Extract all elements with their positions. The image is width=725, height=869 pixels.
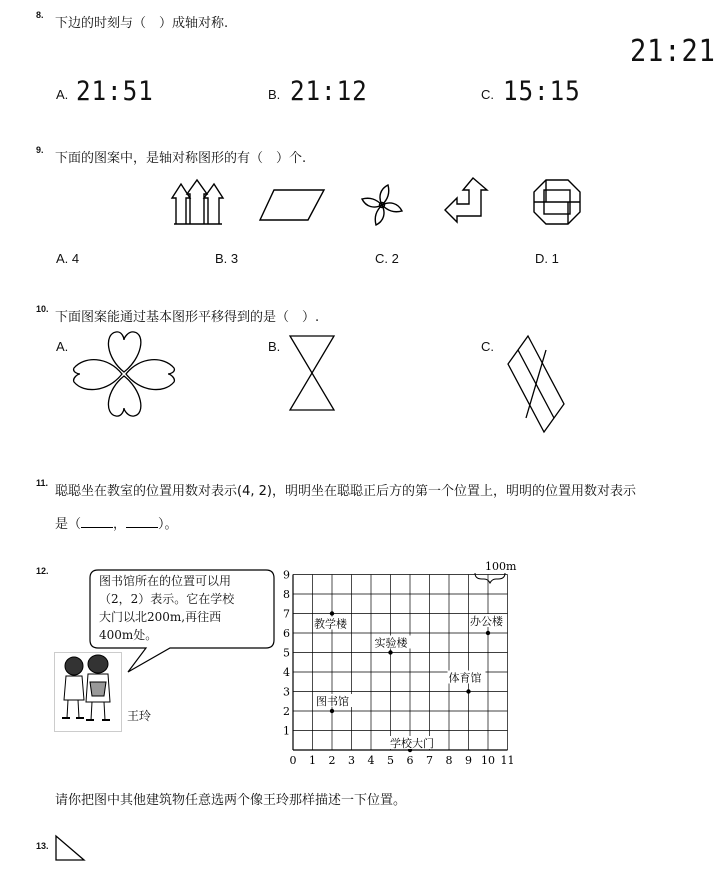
building-label: 图书馆	[316, 695, 349, 708]
building-point	[330, 611, 334, 615]
q9-text: 下面的图案中，是轴对称图形的有（ ）个.	[55, 151, 307, 166]
speaker-name: 王玲	[127, 709, 152, 723]
q12-instruction: 请你把图中其他建筑物任意选两个像王玲那样描述一下位置。	[55, 793, 407, 808]
x-tick-label: 11	[500, 754, 515, 767]
building-label: 学校大门	[390, 737, 434, 750]
q10-option-b-label: B.	[268, 339, 281, 354]
rhombus-grid-icon	[506, 334, 566, 434]
y-tick-label: 7	[283, 607, 290, 621]
q9-number: 9.	[36, 145, 44, 155]
q8-option-c-label: C.	[481, 87, 494, 102]
bubble-line-3: 大门以北200m,再往西	[99, 610, 222, 624]
y-tick-label: 8	[283, 588, 290, 601]
building-point	[330, 709, 334, 713]
x-tick-label: 2	[328, 754, 336, 767]
q11-line2	[55, 513, 178, 532]
y-tick-label: 4	[283, 666, 290, 679]
q8-text: 下边的时刻与（ ）成轴对称.	[55, 16, 229, 31]
x-tick-label: 0	[289, 754, 297, 767]
y-tick-label: 2	[283, 705, 290, 718]
x-tick-label: 1	[309, 754, 316, 767]
x-tick-label: 7	[426, 754, 433, 767]
answer-blank-1[interactable]	[81, 515, 113, 528]
building-label: 教学楼	[314, 617, 347, 631]
q10-text: 下面图案能通过基本图形平移得到的是（ ）.	[55, 310, 320, 325]
q8-option-c-clock: 15:15	[503, 76, 581, 107]
x-tick-label: 3	[348, 754, 355, 767]
q9-option-c: C. 2	[375, 251, 399, 266]
q10-number: 10.	[36, 304, 49, 314]
q8-reference-clock: 21:21	[630, 34, 716, 69]
q8-option-a-clock: 21:51	[76, 76, 154, 107]
q10-option-a-label: A.	[56, 339, 69, 354]
q8-option-b-clock: 21:12	[290, 76, 368, 107]
q11-line1: 聪聪坐在教室的位置用数对表示(4, 2)，明明坐在聪聪正后方的第一个位置上，明明的位置用数对表示	[55, 484, 636, 499]
q11-line2-prefix: 是（	[55, 517, 82, 532]
q8-number: 8.	[36, 10, 44, 20]
turn-arrow-icon	[443, 176, 491, 226]
q11-number: 11.	[36, 478, 49, 488]
y-tick-label: 9	[283, 568, 290, 582]
parallelogram-icon	[258, 188, 326, 222]
triple-arrow-icon	[170, 176, 226, 228]
q12-number: 12.	[36, 566, 49, 576]
bubble-line-2: （2，2）表示。它在学校	[99, 592, 235, 606]
octagon-knot-icon	[532, 178, 582, 226]
bubble-line-1: 图书馆所在的位置可以用	[99, 574, 232, 588]
coordinate-grid	[278, 555, 528, 770]
answer-blank-2[interactable]	[126, 515, 158, 528]
children-illustration	[54, 652, 122, 732]
y-tick-label: 5	[283, 646, 290, 660]
right-triangle-icon	[54, 834, 86, 862]
building-label: 实验楼	[374, 636, 408, 650]
x-tick-label: 8	[445, 754, 453, 767]
grid-lines	[293, 575, 508, 751]
y-tick-labels	[283, 569, 290, 738]
q11-line2-suffix: ）。	[158, 517, 178, 532]
q10-option-c-label: C.	[481, 339, 494, 354]
bubble-text	[99, 572, 279, 644]
x-tick-label: 4	[367, 754, 375, 767]
hourglass-icon	[288, 334, 336, 412]
x-tick-label: 10	[481, 754, 495, 767]
q13-number: 13.	[36, 841, 49, 851]
building-point	[486, 631, 490, 635]
bubble-line-4: 400m处。	[99, 628, 158, 642]
building-label: 体育馆	[448, 671, 482, 685]
q9-option-b: B. 3	[215, 251, 239, 266]
q8-option-a-label: A.	[56, 87, 69, 102]
x-tick-label: 5	[387, 754, 394, 767]
scale-label: 100m	[485, 560, 517, 573]
q8-option-b-label: B.	[268, 87, 281, 102]
building-point	[388, 650, 392, 654]
q9-option-a: A. 4	[56, 251, 80, 266]
x-tick-label: 6	[406, 754, 414, 767]
q9-option-d: D. 1	[535, 251, 559, 266]
building-point	[466, 689, 470, 693]
y-tick-label: 3	[283, 685, 290, 699]
pinwheel-icon	[358, 182, 406, 228]
building-label: 办公楼	[470, 615, 503, 628]
y-tick-label: 1	[283, 724, 290, 738]
q11-separator: ，	[113, 517, 127, 532]
x-tick-label: 9	[465, 754, 472, 767]
four-hearts-icon	[70, 328, 180, 420]
y-tick-label: 6	[283, 627, 290, 640]
x-tick-labels	[290, 754, 515, 767]
